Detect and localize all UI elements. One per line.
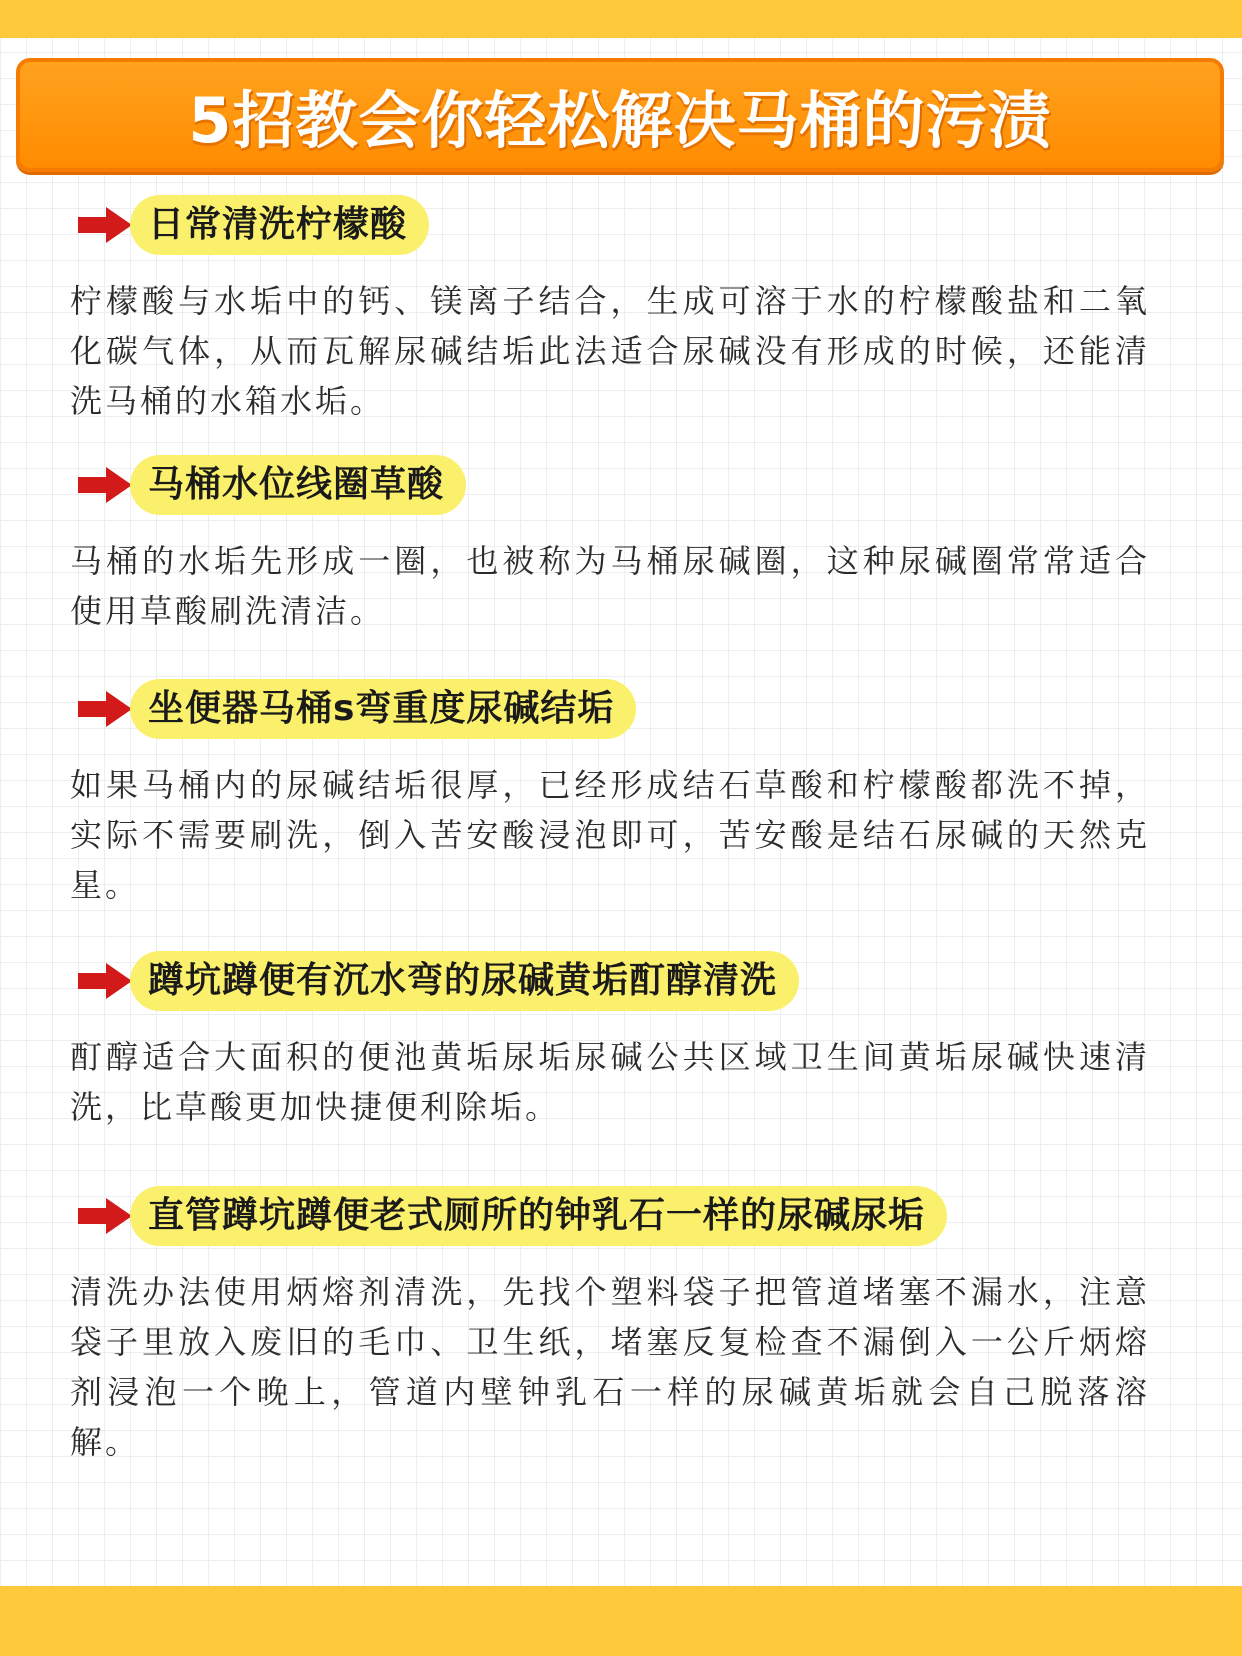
section-heading-text: 坐便器马桶s弯重度尿碱结垢: [130, 679, 636, 739]
section-heading-text: 日常清洗柠檬酸: [130, 195, 429, 255]
section-heading: [70, 452, 1150, 518]
section-heading: [70, 948, 1150, 1014]
section-heading-text: 直管蹲坑蹲便老式厕所的钟乳石一样的尿碱尿垢: [130, 1186, 947, 1246]
section-body: 酊醇适合大面积的便池黄垢尿垢尿碱公共区域卫生间黄垢尿碱快速清洗，比草酸更加快捷便利除垢。: [70, 1038, 1150, 1126]
title-banner: [16, 58, 1224, 172]
red-arrow-icon: [76, 465, 134, 505]
section-squat-toilet: [70, 948, 1150, 1132]
section-body: 马桶的水垢先形成一圈，也被称为马桶尿碱圈，这种尿碱圈常常适合使用草酸刷洗清洁。: [70, 542, 1150, 630]
section-heading-text: 蹲坑蹲便有沉水弯的尿碱黄垢酊醇清洗: [130, 951, 799, 1011]
section-body: 清洗办法使用炳熔剂清洗，先找个塑料袋子把管道堵塞不漏水，注意袋子里放入废旧的毛巾、卫生纸，堵塞反复检查不漏倒入一公斤炳熔剂浸泡一个晚上，管道内壁钟乳石一样的尿碱黄垢就会自己脱落溶解。: [70, 1273, 1150, 1461]
section-body: 如果马桶内的尿碱结垢很厚，已经形成结石草酸和柠檬酸都洗不掉，实际不需要刷洗，倒入苦安酸浸泡即可，苦安酸是结石尿碱的天然克星。: [70, 766, 1150, 904]
section-body: 柠檬酸与水垢中的钙、镁离子结合，生成可溶于水的柠檬酸盐和二氧化碳气体，从而瓦解尿碱结垢此法适合尿碱没有形成的时候，还能清洗马桶的水箱水垢。: [70, 282, 1150, 420]
bottom-band: [0, 1586, 1242, 1656]
section-heading: [70, 192, 1150, 258]
red-arrow-icon: [76, 1196, 134, 1236]
section-citric-acid: [70, 192, 1150, 426]
section-s-bend: [70, 676, 1150, 910]
page-title: 5招教会你轻松解决马桶的污渍: [188, 83, 1052, 157]
section-heading: [70, 1183, 1150, 1249]
red-arrow-icon: [76, 961, 134, 1001]
red-arrow-icon: [76, 205, 134, 245]
section-heading: [70, 676, 1150, 742]
top-band: [0, 0, 1242, 38]
section-straight-pipe: [70, 1183, 1150, 1467]
section-heading-text: 马桶水位线圈草酸: [130, 455, 466, 515]
red-arrow-icon: [76, 689, 134, 729]
section-oxalic-acid: [70, 452, 1150, 636]
